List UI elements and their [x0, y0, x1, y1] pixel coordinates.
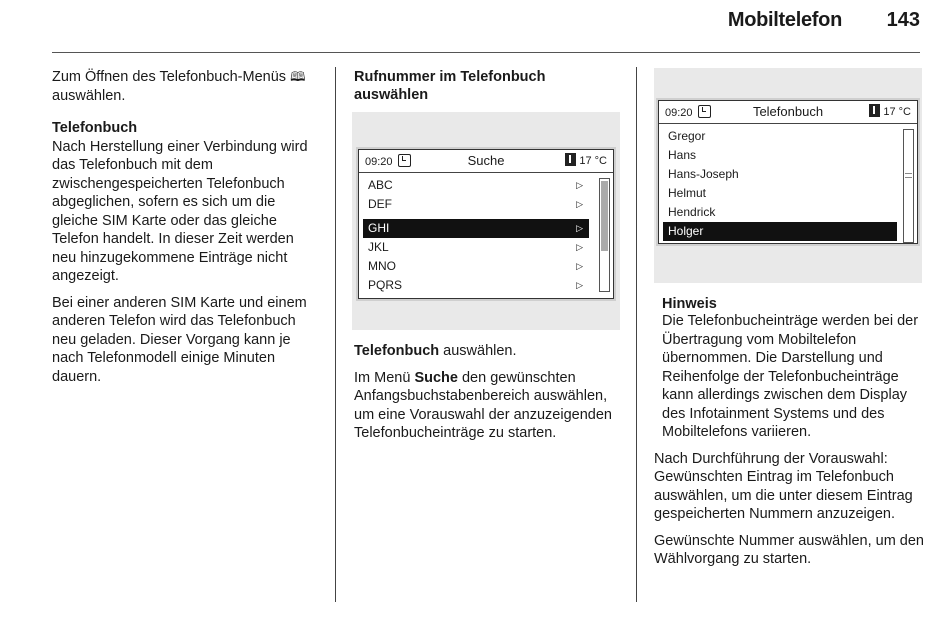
phonebook-list — [663, 127, 897, 241]
list-item[interactable]: Hans — [668, 148, 697, 162]
column-divider — [636, 67, 637, 602]
chevron-right-icon: ▷ — [576, 180, 583, 190]
list-item[interactable]: MNO ▷ — [363, 257, 589, 276]
note-box — [654, 296, 924, 442]
list-item-selected[interactable]: Holger — [663, 222, 897, 241]
body-paragraph: Bei einer anderen SIM Karte und einem anderen Telefon wird das Telefonbuch neu geladen. Dieser Vorgang kann je nach Telefonmodell einige Minuten dauern. — [52, 294, 307, 385]
thermometer-icon — [869, 104, 880, 117]
scrollbar-thumb[interactable] — [601, 181, 608, 251]
screen-title: Suche — [467, 153, 505, 168]
infotainment-screen — [358, 149, 614, 299]
body-paragraph: Nach Herstellung einer Verbindung wird das Telefonbuch mit dem zwischengespeicherten Telefonbuch abgeglichen, sofern es sich um die gleiche SIM Karte oder das gleiche Telefon handelt. In dieser Zeit werden neu hinzugekommene Einträge nicht angezeigt. — [52, 138, 308, 284]
scrollbar[interactable] — [903, 129, 914, 243]
screen-figure-phonebook — [654, 68, 922, 283]
chevron-right-icon: ▷ — [576, 242, 583, 252]
note-text: Die Telefonbucheinträge werden bei der Übertragung vom Mobiltelefon übernommen. Die Darstellung und Reihenfolge der Telefonbucheinträge kann allerdings zwischen dem Display des Infotainment Systems und des Mobiltelefons variieren. — [662, 313, 919, 440]
list-item[interactable]: PQRS ▷ — [363, 276, 589, 295]
list-item[interactable]: ABC ▷ — [363, 176, 589, 195]
search-list — [363, 176, 589, 295]
screen-title: Telefonbuch — [752, 104, 824, 119]
body-paragraph: Gewünschte Nummer auswählen, um den Wählvorgang zu starten. — [654, 532, 924, 567]
screen-time: 09:20 — [665, 105, 711, 119]
intro-paragraph: Zum Öffnen des Telefonbuch-Menüs 🕮 auswählen. — [52, 69, 306, 104]
scrollbar[interactable] — [599, 178, 610, 292]
page-number: 143 — [886, 9, 920, 31]
phonebook-icon: 🕮 — [290, 69, 306, 84]
section-heading: Telefonbuch — [52, 120, 138, 136]
page-title: Mobiltelefon — [727, 9, 842, 31]
column-divider — [335, 67, 336, 602]
chevron-right-icon: ▷ — [576, 199, 583, 209]
list-item[interactable]: Helmut — [668, 186, 707, 200]
column-3-text — [654, 296, 924, 577]
column-2-text — [354, 342, 622, 451]
thermometer-icon — [565, 153, 576, 166]
scrollbar-thumb[interactable] — [905, 173, 912, 178]
chevron-right-icon: ▷ — [576, 223, 583, 233]
list-item[interactable]: Gregor — [668, 129, 706, 143]
chevron-right-icon: ▷ — [576, 261, 583, 271]
list-item[interactable]: Hendrick — [668, 205, 716, 219]
header-divider — [52, 52, 920, 53]
screen-header — [659, 101, 917, 124]
chevron-right-icon: ▷ — [576, 280, 583, 290]
note-heading: Hinweis — [662, 296, 717, 312]
screen-time: 09:20 — [365, 154, 411, 168]
screen-header — [359, 150, 613, 173]
screen-temperature: 17 °C — [565, 153, 607, 167]
list-item-selected[interactable]: GHI ▷ — [363, 219, 589, 238]
column-2 — [354, 68, 622, 104]
column-1 — [52, 68, 320, 394]
list-item[interactable]: JKL ▷ — [363, 238, 589, 257]
infotainment-screen — [658, 100, 918, 244]
instruction-step: Im Menü Suche den gewünschten Anfangsbuchstabenbereich auswählen, um eine Vorauswahl der anzuzeigenden Telefonbucheinträge zu starten. — [354, 369, 612, 441]
list-item[interactable]: Hans-Joseph — [668, 167, 739, 181]
instruction-step: Telefonbuch auswählen. — [354, 343, 517, 359]
list-item[interactable]: DEF ▷ — [363, 195, 589, 214]
section-heading: Rufnummer im Telefonbuch auswählen — [354, 69, 546, 103]
screen-figure-search — [352, 112, 620, 330]
body-paragraph: Nach Durchführung der Vorauswahl: Gewünschten Eintrag im Telefonbuch auswählen, um die unter diesem Eintrag gespeicherten Nummern anzuzeigen. — [654, 450, 913, 522]
screen-temperature: 17 °C — [869, 104, 911, 118]
